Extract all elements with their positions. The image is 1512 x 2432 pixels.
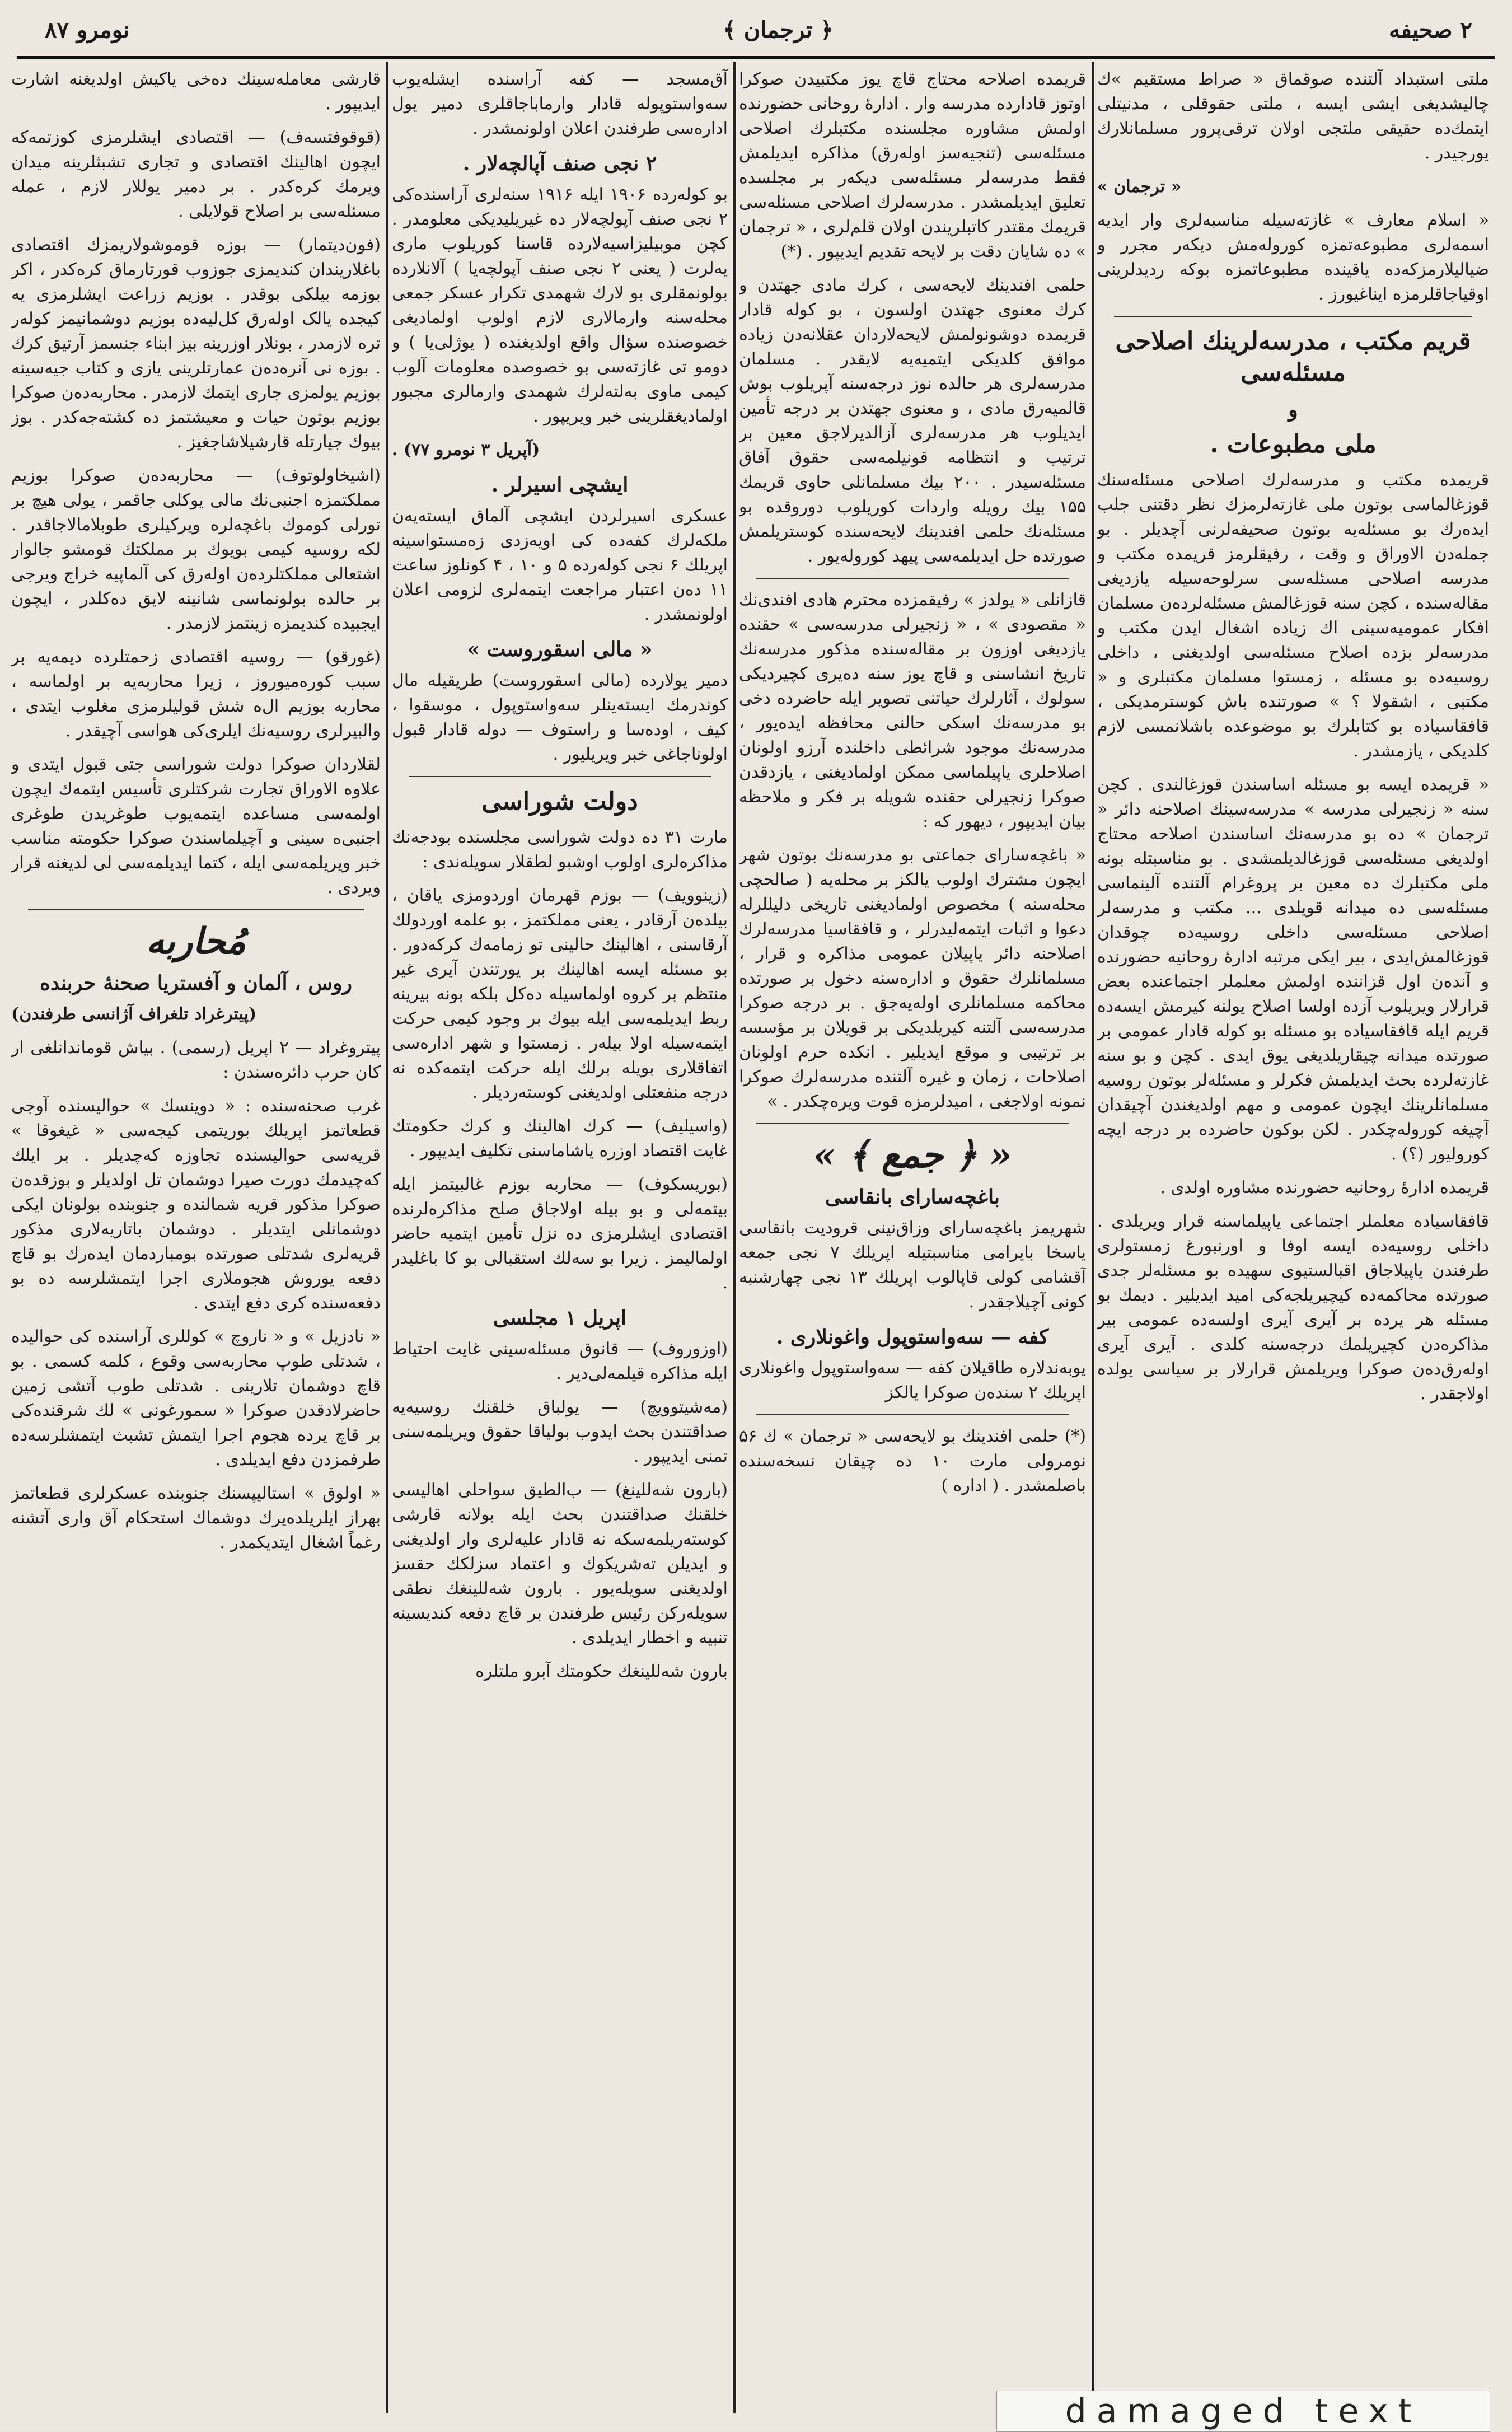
article-paragraph: عسکری اسیرلردن ایشچی آلماق ایسته‌یه‌ن ملکه‌لرك کفه‌ده کی اویه‌زدی زه‌مستواسینه اپریلك ۶ نجی کوله‌رده ۵ و ۱۰ ، ۴ کونلوز ساعت ۱۱ ده‌ن اعتبار مراجعت ایتمه‌لری لزومی اعلان اولونمشدر .: [392, 506, 728, 624]
source-reference: (آپریل ۳ نومرو ۷۷) .: [392, 440, 540, 460]
article-paragraph: (اوزوروف) — قانوق مسئله‌سینی غایت احتیاط ایله مذاکره قیلمه‌لی‌دیر .: [392, 1339, 728, 1383]
article-paragraph: بارون شه‌للینغك حکومتك آبرو ملتلره: [475, 1662, 728, 1681]
page-number-label: ۲ صحیفه: [1389, 17, 1472, 43]
article-paragraph: (قوقوفتسه‌ف) — اقتصادی ایشلرمزی کوزتمه‌كه ایچون اهالینك اقتصادی و تجاری تشبثلرینه میدان ویرمك کره‌کدر . بر دمیر یوللار لازم ، عمله مسئله‌سی بر اصلاح قولایلی .: [11, 128, 381, 221]
article-paragraph: بو کوله‌رده ۱۹۰۶ ایله ۱۹۱۶ سنه‌لری آراسنده‌کی ۲ نجی صنف آپولچه‌لار ده غیریلیدیکی معلومدر . کچن موبیلیزاسیه‌لارده قاسنا کوریلوب ماری‌ یه‌لرت ( یعنی ۲ نجی صنف آپولچه‌یا ) آلانلارده بولونمقلری بو لارك شهمدی تکرار عسکر جمعی محله‌سنه وارمالاری لازم اولوب اولمادیغی خصوصنده سؤال واقع اولدیغنده ( یوژلی‌یا ) و دومو تی غازته‌سی بو خصوصده معلومات آلوب کیمی ماوی به‌لته‌لرك شهمدی وارمالری مجبور اولمادیغقلرینی خبر ویریپور .: [392, 185, 728, 426]
article-headline: ملی مطبوعات .: [1210, 430, 1377, 459]
article-paragraph: قریمده مکتب و مدرسه‌لرك اصلاحی مسئله‌سنك قوزغالماسی بوتون ملی غازته‌لرمزك نظر دقتنی جلب ایده‌رك بو مسئله‌یه بوتون صحیفه‌لرنی آچدیلر . بو جمله‌دن الاوراق و وقت ، رفیقلرمز قریمده مکتب و مدرسه اصلاحی مسئله‌سی سرلوحه‌سیله یازدیغی مقاله‌سنده ، کچن سنه قوزغالمش مسئله‌لرده‌ن مسلمان افکار عمومیه‌سینی اك زیاده اشغال ایدن مکتب و مدرسه‌لر بزده اصلاح مسئله‌سی اولدیغنی ، داخلی روسیه‌ده بو مسئله ، زمستوا مسلمان مکتبلری و « مکتبی ، اشقولا ؟ » صورتنده باش کوسترمدیکی ، قافقاسیاده بو کتابلرك بو موضوعده باشلانمسی لازم کلدیکی ، یازمشدر .: [1097, 470, 1489, 761]
article-paragraph: (زینوویف) — بوزم قهرمان اوردومزی یاقان ، بیلده‌ن آرقادر ، یعنی مملکتمز ، بو علمه اوردولك آرقاسنی ، اهالینك حالینی تو زمامه‌ك کرکه‌دور . بو مسئله ایسه اهالینك بر یورتندن آیری غیر منتظم بر کروه اولماسیله ده‌کل بلکه بونه بیرینه ربط ایدیلمه‌سی ایله بیوك بر وجود کیمی حرکت ایتمه‌سیله اولا بیله‌ر . زمستوا و شهر اداره‌سی اتفاقلاری بویله برلك ایله حرکت ایتمه‌کده نه درجه منفعتلی اولدیغنی کوسته‌ردیلر .: [392, 886, 728, 1102]
article-paragraph: (بوریسکوف) — محاربه بوزم غالبیتمز ایله بیتمه‌لی و بو بیله اولاجاق صلح مذاکره‌لرنده اقتصادی ایشلرمزی ده نزل تأمین ایتمیه حاضر اولمالیمز . زیرا بو سه‌لك استقبالی بو کا باغلیدر .: [392, 1175, 728, 1293]
article-paragraph: قارشی معامله‌سینك ده‌خی یاکیش اولدیغنه اشارت ایدیپور .: [11, 69, 381, 114]
article-headline-connector: و: [1288, 398, 1298, 422]
section-heading-local: « ﴿ جمع ﴾ »: [813, 1134, 1012, 1176]
article-paragraph: حلمی افندینك لایحه‌سی ، کرك مادی جهتدن و کرك معنوی جهتدن اولسون ، بو کوله قادار قریمده دوشونولمش لایحه‌لاردان عقلانه‌دن زیاده موافق کلدیکی ایتمیه‌یه لایقدر . مسلمان مدرسه‌لری هر حالده نوز درجه‌سنه آپریلوب بوش قالمیه‌رق مادی ، و معنوی جهتدن بر درجه تأمین ایدیلوب هر مدرسه‌لری آزالدیرلاجق معین بر ترتیب و انتظامه قونیلمه‌سی حقوق آفاق مسئله‌سیدر . ۲۰۰ بیك مسلمانلی حاوی قریمك ۱۵۵ بیك رویله واردات کوریلوب دوروقده بو مسئله‌نك حلمی افندینك لایحه‌سنده کوستریلمش صورتده حل ایدیلمه‌سی پیهد کوروله‌یور .: [739, 275, 1086, 566]
article-headline: اپریل ۱ مجلسی: [493, 1306, 627, 1330]
article-paragraph: قریمده اصلاحه محتاج قاچ یوز مکتبیدن صوکرا اوتوز قادارده مدرسه وار . ادارهٔ روحانی حضورنده اولمش مشاوره مجلسنده مکتبلرك اصلاحی مسئله‌سی (تنجیه‌سز اوله‌رق) مذاکره ایدیلمش فقط مدرسه‌لر مسئله‌سی دیکه‌ر بر مجلسده تعلیق ایدیلمشدر . مدرسه‌لرك اصلاحی مسئله‌سی قریمك مقتدر کاتبلریندن اولان قلم‌لری ، « ترجمان » ده شایان دقت بر لایحه تقدیم ایدیپور . (*): [739, 69, 1086, 261]
article-paragraph: (فون‌دیتمار) — بوزه قوموشولاریمزك اقتصادی باغلاریندان کندیمزی جوزوب قورتارماق کره‌کدر ، اکر بوزمه بیلکی بوقدر . بوزیم زراعت ایشلرمزی یه کیجده یالک اوله‌رق کل‌لیه‌ده بوزیم دوشمانیمز کوله‌ر تره لازمدر ، بونلار اوزرینه بیز ابناء جنسمز آرتیق کرك . بوزه نی آنره‌ده‌ن عمارتلرینی یازی و کتاب جیه‌سینه بوزیم یولمزی جاری ایتمك لازمدر . محاربه‌ده‌ن صوکرا بوزیم بوتون حیات و معیشتمز ده کشته‌جه‌کدر . بوز بیوك جیارتله قارشیلاشاجغیز .: [11, 235, 381, 452]
section-divider: [756, 1123, 1069, 1124]
article-headline: روس ، آلمان و آفستریا صحنهٔ حربنده: [40, 971, 352, 995]
column-divider: [386, 62, 388, 2413]
article-paragraph: مارت ۳۱ ده دولت شوراسی مجلسنده بودجه‌نك مذاکره‌لری اولوب اوشبو لطقلار سویله‌ندی :: [392, 827, 728, 872]
article-paragraph: یوبه‌ندلاره طاقیلان کفه — سه‌واستوپول واغونلاری اپریلك ۲ سنده‌ن صوکرا یالکز: [739, 1358, 1086, 1402]
article-paragraph: شهریمز باغچه‌سارای وزاق‌نینی قرودیت بانقاسی یاسخا بایرامی مناسبتیله اپریلك ۷ نجی جمعه آقشامی کولی قاپالوب اپریلك ۱۳ نجی چهارشنبه کونی آچیلاجقدر .: [739, 1218, 1086, 1312]
article-headline: قریم مکتب ، مدرسه‌لرینك اصلاحی مسئله‌سی: [1115, 327, 1471, 387]
section-heading-war: مُحاربه: [146, 920, 246, 962]
article-paragraph: (غورقو) — روسیه اقتصادی زحمتلرده دیمه‌یه بر سبب کوره‌میوروز ، زیرا محاربه‌یه بر اولماسه ، محاربه بوزیم ال‌ه شش قولیلرمزی مغلوب ایتدی ، والبیرلری روسیه‌نك ایلری‌کی هواسی آچیقدر .: [11, 647, 381, 741]
damaged-text-stamp: damaged text: [996, 2391, 1490, 2432]
article-paragraph: قازانلی « یولدز » رفیقمزده محترم هادی افندی‌نك « مقصودی » ، « زنجیرلی مدرسه‌سی » حقنده یازدیغی اوزون بر مقاله‌سنده مذکور مدرسه‌نك تاریخ انشاسنی و قاچ یوز سنه ده‌یری کچیردیکی سولوك ، آثارلرك حیاتنی تصویر ایله حاضرده دخی بو مدرسه‌نك اسکی حالنی محافظه ایده‌یور ، مدرسه‌نك موجود شرائطی داخلنده آرزو اولونان اصلاحلری یاپیلماسی ممکن اولمادیغنی ، یازدقدن صوکرا زنجیرلی حقنده شویله بر فکر و ملاحظه بیان ایدیپور ، دیهور که :: [739, 590, 1086, 831]
column-3: [392, 67, 728, 2391]
article-paragraph: (بارون شه‌للینغ) — ب‌الطیق سواحلی اهالیسی خلقنك صداقتندن بحث ایله بولانه قارشی کوسته‌ریلمه‌سکه نه قادار علیه‌لری وار اولدیغنی و ایدیلن ته‌شریکوك و اعتماد سزلکك حقسز اولدیغنی سویله‌یور . بارون شه‌للینغك نطقی سویله‌رکن رئیس طرفندن بر قاچ دفعه کندیسینه تنبیه و اخطار ایدیلدی .: [392, 1480, 728, 1648]
article-paragraph: پیتروغراد — ۲ اپریل (رسمی) . بیاش قوماندانلغی ار کان حرب دائره‌سندن :: [11, 1038, 381, 1082]
article-paragraph: « باغچه‌سارای جماعتی بو مدرسه‌نك بوتون شهر ایچون مشترك اولوب یالکز بر محله‌یه ( صالحچی محله‌سنه ) مخصوص اولمادیغنی تاریخی دلیللرله دعوا و اثبات ایتمه‌لیدرلر ، و قافقاسیا مدرسه‌لرك اصلاحنه دائر یاپیلان عمومی مذاکره و قرار ، مسلمانلرك حقوق و اداره‌سنه دخول بر صورتده محاکمه مسلمانلری اوله‌یه‌جق . بر درجه صوکرا مدرسه‌سی آلتنه کیریلدیکی بر قویلان بر مؤسسه بر ترتیبی و موقع ایدیلیر . انكده حرم اولونان اصلاحات ، زمان و غیره آلتنده مدرسه‌لرك صوکرا نمونه اولاجغی ، امیدلرمزه قوت ویره‌چکدر . »: [739, 845, 1086, 1111]
article-headline: دولت شوراسی: [481, 787, 638, 816]
article-paragraph: « قریمده ایسه بو مسئله اساسندن قوزغالندی . کچن سنه « زنجیرلی مدرسه » مدرسه‌سینك اصلاحنه دائر « ترجمان » ده بو مدرسه‌نك اساسندن اصلاحه محتاج اولدیغی مسئله‌سی قوزغالدیلمشدی . بو مناسبتله بونه ملی مکتبلرك ده معین بر پروغرام آلتنده آلینماسی مسئله‌سی ده میدانه قویلدی ... مکتب و مدرسه‌لر اصلاحی مسئله‌سی داخلی روسیه‌ده چوقدان قوزغالمش‌ایدی ، بیر ایکی مرتبه ادارهٔ روحانیه حضورنده و آنده‌ن اول قزاننده اولمش معلملر اجتماعنده بعض قرارلار ویریلوب آزده اولسا اصلاح یولنه کیرمش ایسه‌ده قریم ایله قافقاسیاده بو مسئله بو کوله قادار عمومی بر صورتده میدانه چیقاریلدیغی یوق ایدی . کچن و بو سنه غازته‌لرده بحث ایدیلمش فکرلر و مسئله‌لر بوتون روسیه مسلمانلرینك ایچون عمومی و مهم اولدیغندن آچیقدان آچیغه کوروله‌چکدر . لکن بوکون حاضرده بر درجه ایچه کورولیور (؟) .: [1097, 775, 1489, 1164]
article-headline: کفه — سه‌واستوپول واغونلاری .: [776, 1325, 1049, 1349]
article-paragraph: (مه‌شیتوویچ) — یولباق خلقنك روسیه‌یه صداقتندن بحث ایدوب بولیاقا حقوق ویریلمه‌سنی تمنی ایدیپور .: [392, 1397, 728, 1466]
column-divider: [1092, 62, 1094, 2413]
article-headline: باغچه‌سارای بانقاسی: [825, 1185, 1000, 1209]
article-paragraph: (واسیلیف) — کرك اهالینك و کرك حکومتك غایت اقتصاد اوزره یاشاماسنی تکلیف ایدیپور .: [392, 1116, 728, 1161]
signature: « ترجمان »: [1097, 177, 1182, 197]
article-paragraph: دمیر یولارده (مالی اسقوروست) طریقیله مال کوندرمك ایسته‌ینلر سه‌واستوپول ، موسقوا ، کیف ، اوده‌سا و راستوف — دوله قادار قبول اولوناجاغی خبر ویریلیور .: [392, 671, 728, 764]
article-paragraph: آق‌مسجد — کفه آراسنده ایشله‌یوب سه‌واستوپوله قادار وارماباجاقلری دمیر یول اداره‌سی طرفندن اعلان اولونمشدر .: [392, 69, 728, 138]
footnote: (*) حلمی افندینك بو لایحه‌سی « ترجمان » ك ۵۶ نومرولی مارت ۱۰ ده چیقان نسخه‌سنده باصلمشدر . ( اداره ): [739, 1427, 1086, 1495]
header-rule: [17, 56, 1495, 59]
article-paragraph: ملتی استبداد آلتنده صوقماق « صراط مستقیم »ك چالیشدیغی ایشی ایسه ، ملتی حقوقلی ، مدنیتلی ایتمك‌ده حقیقی ملتجی اولان ترقی‌پرور مسلمانلارك یورجیدر .: [1097, 69, 1489, 163]
article-paragraph: (اشیخاو‌لوتوف) — محاربه‌ده‌ن صوکرا بوزیم مملکتمزه اجنبی‌نك مالی یوکلی جاقمر ، یولی هیچ بر تورلی کوموك باغچه‌لره ویرکیلری طوبلامالاجاقدر . لکه روسیه کیمی بویوك بر مملکتك قومشو جالوار اشتعالی مملکتلرده‌ن اوله‌رق کی آلماپیه خراج ویرجی بر حالده بولونماسی شانینه لایق ده‌کلدر ، ایچون ایجبیده کندیمزه زینتمز لازمدر .: [11, 466, 381, 633]
column-2: [739, 67, 1086, 2391]
section-divider: [1114, 316, 1472, 317]
column-divider: [733, 62, 736, 2413]
section-divider: [28, 909, 364, 910]
article-paragraph: قافقاسیاده معلملر اجتماعی یاپیلماسنه قرار ویریلدی . داخلی روسیه‌ده ایسه اوفا و اورنبورغ زمستولری طرفندن یاپیلاجاق اقبالستیوی سهیده بو مسئله‌لر جدی صورتده محاکمه‌ده کیچیریلجه‌کی امید ایدیلیر . دیمك بو مسئله هر یرده بر آیری آیری اولسه‌ده عمومی بیر مذاکره‌دن کچیریلمك درجه‌سنه کلدی . آیری آیری اوله‌رق‌ده‌ن صوکرا ویریلمش قرارلار بر سیاسی یولده اولاجقدر .: [1097, 1212, 1489, 1404]
article-headline: ایشچی اسیرلر .: [491, 473, 629, 497]
section-divider: [756, 1414, 1069, 1415]
newspaper-title: ﴿ ترجمان ﴾: [723, 17, 834, 43]
section-divider: [756, 578, 1069, 579]
article-headline: « مالی اسقوروست »: [467, 638, 653, 661]
article-paragraph: لقلاردان صوکرا دولت شوراسی جتی قبول ایتدی و علاوه الاوراق تجارت شرکتلری تأسیس ایتمه‌ك ایچون اولمه‌سی مساعده ایتمه‌یوب طوغریدن طوغری اجنبی‌ه سینی و آچیلماسندن صوکرا حکومته مناسب خبر ویریلمه‌سی ایله ، کتما ایدیلمه‌سی لی لدیغنه قرار ویردی .: [11, 755, 381, 897]
masthead: [22, 6, 1489, 56]
issue-number-label: نومرو ۸۷: [45, 17, 130, 43]
article-paragraph: « نادزیل » و « ناروچ » کوللری آراسنده کی حوالیده ، شدتلی طوپ محاربه‌سی وقوع ، کلمه کسمی . بو قاچ دوشمان تلارینی . شدتلی طوب آتشی زمین حاضرلادقدن صوکرا « سمورغونی » لك شرقنده‌کی بر قاچ یرده هجوم اجرا ایتمش تشبث ایتمشلرسه‌ده طرفمزدن دفع ایدیلدی .: [11, 1327, 381, 1470]
section-divider: [409, 776, 711, 777]
article-headline: ۲ نجی صنف آپالچه‌لار .: [462, 152, 657, 175]
article-paragraph: قریمده ادارهٔ روحانیه حضورنده مشاوره اولدی .: [1160, 1178, 1489, 1198]
column-4: [11, 67, 381, 2391]
source-attribution: (پیترغراد تلغراف آژانسی طرفندن): [11, 1004, 257, 1024]
column-1: [1097, 67, 1489, 2391]
article-paragraph: « اسلام معارف » غازته‌سیله مناسبه‌لری وار ایدیه اسمه‌لری مطبوعه‌تمزه کوروله‌مش دیکه‌ر مجرر و ضیالیلارمزکه‌ده یاقینده مطبوعاتمزه بوکه ردیدلرینی اوقیاجاقلرمزه ایناغیورز .: [1097, 211, 1489, 304]
article-paragraph: « اولوق » استالیپسنك جنوبنده عسکرلری قطعاتمز بهراز ایلریلده‌یرك دوشماك استحکام آق واری آتشنه رغماً اشغال ایتدیکمدر .: [11, 1484, 381, 1552]
article-paragraph: غرب صحنه‌سنده : « دوینسك » حوالیسنده آوجی قطعاتمز اپریلك بوریتمی کیجه‌سی « غیغوقا » قریه‌سی حوالیسنده تجاوزه كه‌چدیلر . بر ایلك كه‌چیدمك دورت صیرا دوشمان تل اولدیلر و بوزقده‌ن صوکرا مذکور قریه شمالنده و جنوبنده بولونان ایکی دوشمانلی ایتدیلر . دوشمان باتاریه‌لاری مذکور قریه‌لری شدتلی صورتده بومباردمان ایده‌رك بو قاچ دفعه یوروش هجوملاری اجرا ایتمشلرسه ده بو دفعه‌سنده کری دفع ایتدی .: [11, 1096, 381, 1313]
